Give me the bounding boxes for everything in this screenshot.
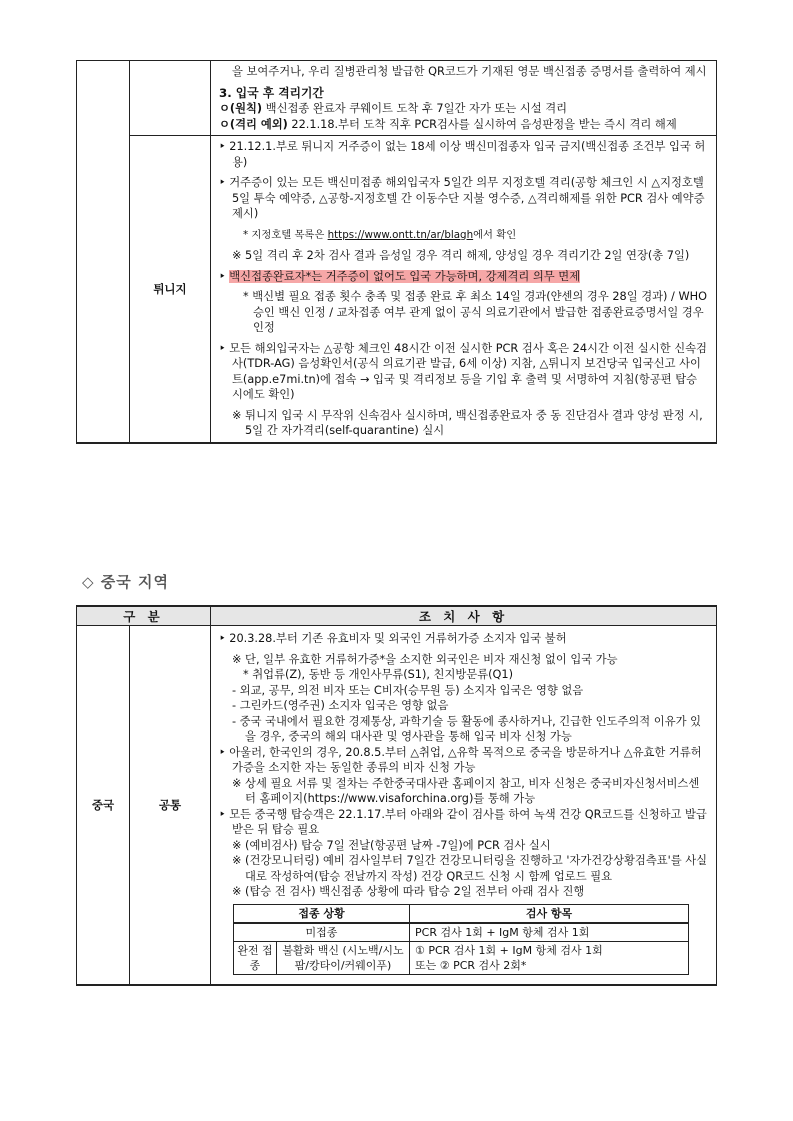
bullet: ‣ 거주증이 있는 모든 백신미접종 해외입국자 5일간 의무 지정호텔 격리(공항 체크인 시 △지정호텔 5일 투숙 예약증, △공항-지정호텔 간 이동수단 지불 영수증, △격리해제를 위한 PCR 검사 예약증 제시) [219, 176, 705, 220]
reference-note: ※ (예비검사) 탑승 7일 전날(항공편 날짜 -7일)에 PCR 검사 실시 [232, 838, 551, 852]
paragraph [219, 117, 710, 133]
reference-note: ※ 튀니지 입국 시 무작위 신속검사 실시하며, 백신접종완료자 중 동 진단검사 결과 양성 판정 시, 5일 간 자가격리(self-quarantine) 실시 [232, 408, 703, 437]
measures-cell [211, 136, 717, 443]
china-table [76, 605, 717, 986]
bullet: ‣ 모든 중국행 탑승객은 22.1.17.부터 아래와 같이 검사를 하여 녹색 건강 QR코드를 신청하고 발급받은 뒤 탑승 필요 [219, 807, 707, 836]
label: ㅇ(격리 예외) [219, 117, 288, 131]
table-row [77, 626, 717, 985]
category-cell: 공통 [130, 626, 211, 985]
reference-note: ※ 5일 격리 후 2차 검사 결과 음성일 경우 격리 해제, 양성일 경우 격리기간 2일 연장(총 7일) [232, 249, 690, 262]
tunisia-table [76, 60, 717, 444]
reference-note: ※ (건강모니터링) 예비 검사일부터 7일간 건강모니터링을 진행하고 '자가건강상황검측표'를 사실대로 작성하여(탑승 전날까지 작성) 건강 QR코드 신청 시 함께 업로드 필요 [232, 854, 708, 883]
label: ㅇ(원칙) [219, 102, 263, 115]
sub-item: - 그린카드(영주권) 소지자 입국은 영향 없음 [232, 699, 449, 712]
cell-vaccine-type: 불활화 백신 (시노백/시노팜/캉타이/커웨이푸) [277, 941, 410, 974]
section-heading: ◇ 중국 지역 [82, 573, 169, 591]
cell-unvaccinated: 미접종 [234, 923, 410, 942]
country-cell: 튀니지 [130, 136, 211, 443]
cell-test: PCR 검사 1회 + IgM 항체 검사 1회 [410, 923, 689, 942]
section-title: 3. 입국 후 격리기간 [219, 85, 324, 100]
header-tests: 검사 항목 [410, 904, 689, 923]
header-category: 구 분 [77, 606, 211, 626]
category-cell [130, 61, 211, 136]
bullet [219, 269, 710, 285]
note: * 취업류(Z), 동반 등 개인사무류(S1), 친지방문류(Q1) [243, 668, 514, 681]
paragraph [219, 101, 710, 117]
reference-note: ※ (탑승 전 검사) 백신접종 상황에 따라 탑승 2일 전부터 아래 검사 진행 [232, 885, 585, 898]
table-header-row [234, 904, 689, 923]
test-requirements-table [233, 904, 689, 975]
bullet-mark: ‣ [219, 269, 230, 283]
table-row [234, 923, 689, 942]
note-prefix: * 지정호텔 목록은 [243, 228, 328, 241]
table-row [77, 61, 717, 136]
test-option-1: ① PCR 검사 1회 + IgM 항체 검사 1회 [415, 943, 603, 957]
sub-item: - 외교, 공무, 의전 비자 또는 C비자(승무원 등) 소지자 입국은 영향 없음 [232, 683, 584, 697]
measures-cell [211, 626, 717, 985]
table-row [77, 136, 717, 443]
reference-note: ※ 상세 필요 서류 및 절차는 주한중국대사관 홈페이지 참고, 비자 신청은 중국비자신청서비스센터 홈페이지(https://www.visaforchina.org)를 통해 가능 [232, 776, 700, 805]
note [219, 228, 710, 244]
reference-note: ※ 단, 일부 유효한 거류허가증*을 소지한 외국인은 비자 재신청 없이 입국 가능 [232, 652, 618, 666]
bullet: ‣ 20.3.28.부터 기존 유효비자 및 외국인 거류허가증 소지자 입국 불허 [219, 632, 567, 645]
note-suffix: 에서 확인 [473, 228, 517, 241]
bullet: ‣ 21.12.1.부로 튀니지 거주증이 없는 18세 이상 백신미접종자 입국 금지(백신접종 조건부 입국 허용) [219, 140, 706, 169]
note: * 백신별 필요 접종 횟수 충족 및 접종 완료 후 최소 14일 경과(얀센의 경우 28일 경과) / WHO 승인 백신 인정 / 교차접종 여부 관계 없이 공식 의료기관에서 발급한 접종완료증명서일 경우 인정 [243, 290, 708, 334]
sub-item: - 중국 국내에서 필요한 경제통상, 과학기술 등 활동에 종사하거나, 긴급한 인도주의적 이유가 있을 경우, 중국의 해외 대사관 및 영사관을 통해 입국 비자 신청 가능 [232, 714, 702, 743]
test-option-2: 또는 ② PCR 검사 2회* [415, 958, 527, 972]
text: 22.1.18.부터 도착 직후 PCR검사를 실시하여 음성판정을 받는 즉시 격리 해제 [287, 117, 677, 131]
table-row [234, 941, 689, 974]
bullet: ‣ 모든 해외입국자는 △공항 체크인 48시간 이전 실시한 PCR 검사 혹은 24시간 이전 실시한 신속검사(TDR-AG) 음성확인서(공식 의료기관 발급, 6세 이상) 지참, △튀니지 보건당국 입국신고 사이트(app.e7mi.tn)에 접속 → 입국 및 격리정보 등을 기입 후 출력 및 서명하여 지침(항공편 탑승 시에도 확인) [219, 341, 707, 401]
region-cell [77, 61, 130, 443]
region-cell: 중국 [77, 626, 130, 985]
cell-fully-vaccinated: 완전 접종 [234, 941, 277, 974]
cell-test [410, 941, 689, 974]
highlighted-text: 백신접종완료자*는 거주증이 없어도 입국 가능하며, 강제격리 의무 면제 [229, 269, 581, 283]
bullet: ‣ 아울러, 한국인의 경우, 20.8.5.부터 △취업, △유학 목적으로 중국을 방문하거나 △유효한 거류허가증을 소지한 자는 동일한 종류의 비자 신청 가능 [219, 745, 702, 774]
hotel-list-link[interactable]: https://www.ontt.tn/ar/blagh [327, 228, 474, 241]
measures-cell [211, 61, 717, 136]
text: 백신접종 완료자 쿠웨이트 도착 후 7일간 자가 또는 시설 격리 [262, 102, 568, 115]
table-header-row [77, 606, 717, 626]
paragraph: 을 보여주거나, 우리 질병관리청 발급한 QR코드가 기재된 영문 백신접종 증명서를 출력하여 제시 [232, 65, 707, 78]
header-measures: 조 치 사 항 [211, 606, 717, 626]
header-vaccination: 접종 상황 [234, 904, 410, 923]
